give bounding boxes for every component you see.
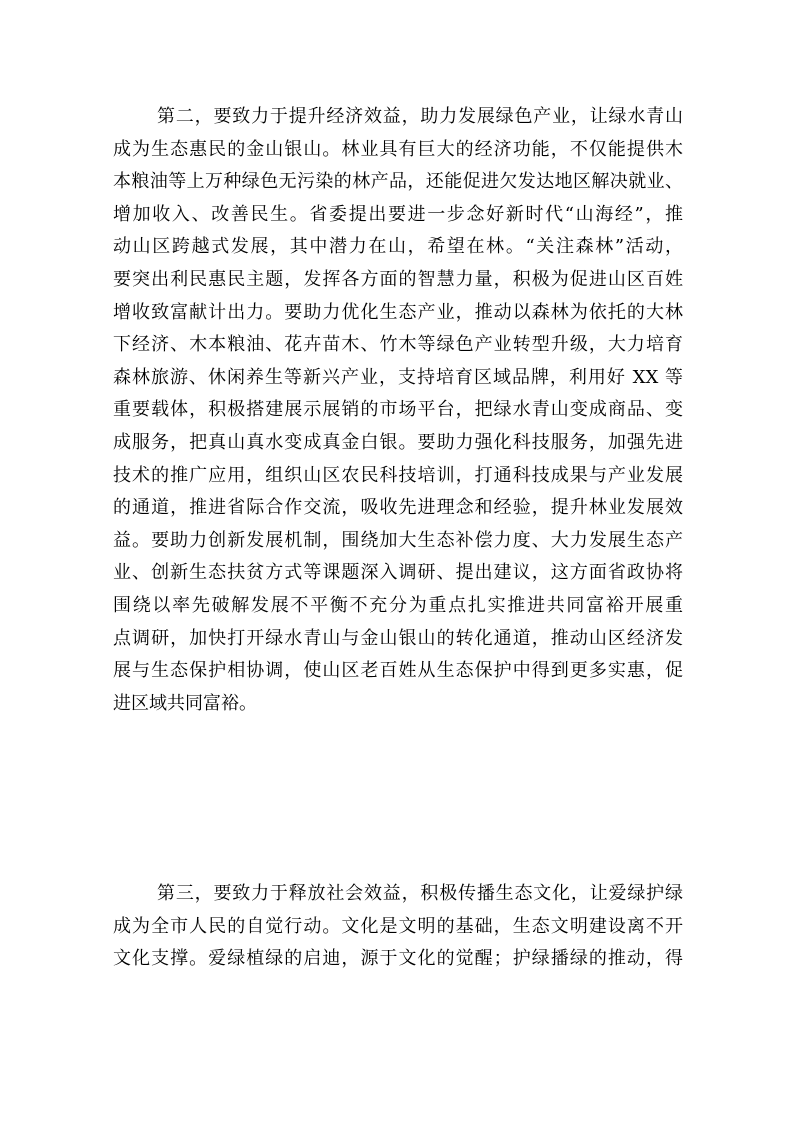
paragraph-economic-benefits — [113, 101, 683, 720]
text-line: 要突出利民惠民主题，发挥各方面的智慧力量，积极为促进山区百姓 — [113, 268, 683, 290]
text-line: 业、创新生态扶贫方式等课题深入调研、提出建议，这方面省政协将 — [113, 562, 683, 584]
text-line: 本粮油等上万种绿色无污染的林产品，还能促进欠发达地区解决就业、 — [113, 171, 683, 193]
text-line: 森林旅游、休闲养生等新兴产业，支持培育区域品牌，利用好 XX 等 — [113, 366, 683, 388]
text-line: 增收致富献计出力。要助力优化生态产业，推动以森林为依托的大林 — [113, 301, 683, 323]
text-line: 增加收入、改善民生。省委提出要进一步念好新时代“山海经”，推 — [113, 203, 683, 225]
text-line: 的通道，推进省际合作交流，吸收先进理念和经验，提升林业发展效 — [113, 497, 683, 519]
text-line: 第三，要致力于释放社会效益，积极传播生态文化，让爱绿护绿 — [157, 883, 683, 904]
text-line: 成为全市人民的自觉行动。文化是文明的基础，生态文明建设离不开 — [113, 915, 683, 937]
paragraph-social-benefits — [113, 878, 683, 976]
text-line: 文化支撑。爱绿植绿的启迪，源于文化的觉醒；护绿播绿的推动，得 — [113, 948, 683, 970]
text-line: 成服务，把真山真水变成真金白银。要助力强化科技服务，加强先进 — [113, 431, 683, 453]
text-line: 下经济、木本粮油、花卉苗木、竹木等绿色产业转型升级，大力培育 — [113, 334, 683, 356]
text-line: 第二，要致力于提升经济效益，助力发展绿色产业，让绿水青山 — [157, 106, 683, 127]
text-line: 围绕以率先破解发展不平衡不充分为重点扎实推进共同富裕开展重 — [113, 594, 683, 616]
text-line: 进区域共同富裕。 — [113, 692, 257, 714]
text-line: 益。要助力创新发展机制，围绕加大生态补偿力度、大力发展生态产 — [113, 529, 683, 551]
text-line: 重要载体，积极搭建展示展销的市场平台，把绿水青山变成商品、变 — [113, 399, 683, 421]
text-line: 技术的推广应用，组织山区农民科技培训，打通科技成果与产业发展 — [113, 464, 683, 486]
text-line: 展与生态保护相协调，使山区老百姓从生态保护中得到更多实惠，促 — [113, 660, 683, 682]
text-line: 点调研，加快打开绿水青山与金山银山的转化通道，推动山区经济发 — [113, 627, 683, 649]
text-line: 成为生态惠民的金山银山。林业具有巨大的经济功能，不仅能提供木 — [113, 138, 683, 160]
text-line: 动山区跨越式发展，其中潜力在山，希望在林。“关注森林”活动， — [113, 236, 683, 258]
